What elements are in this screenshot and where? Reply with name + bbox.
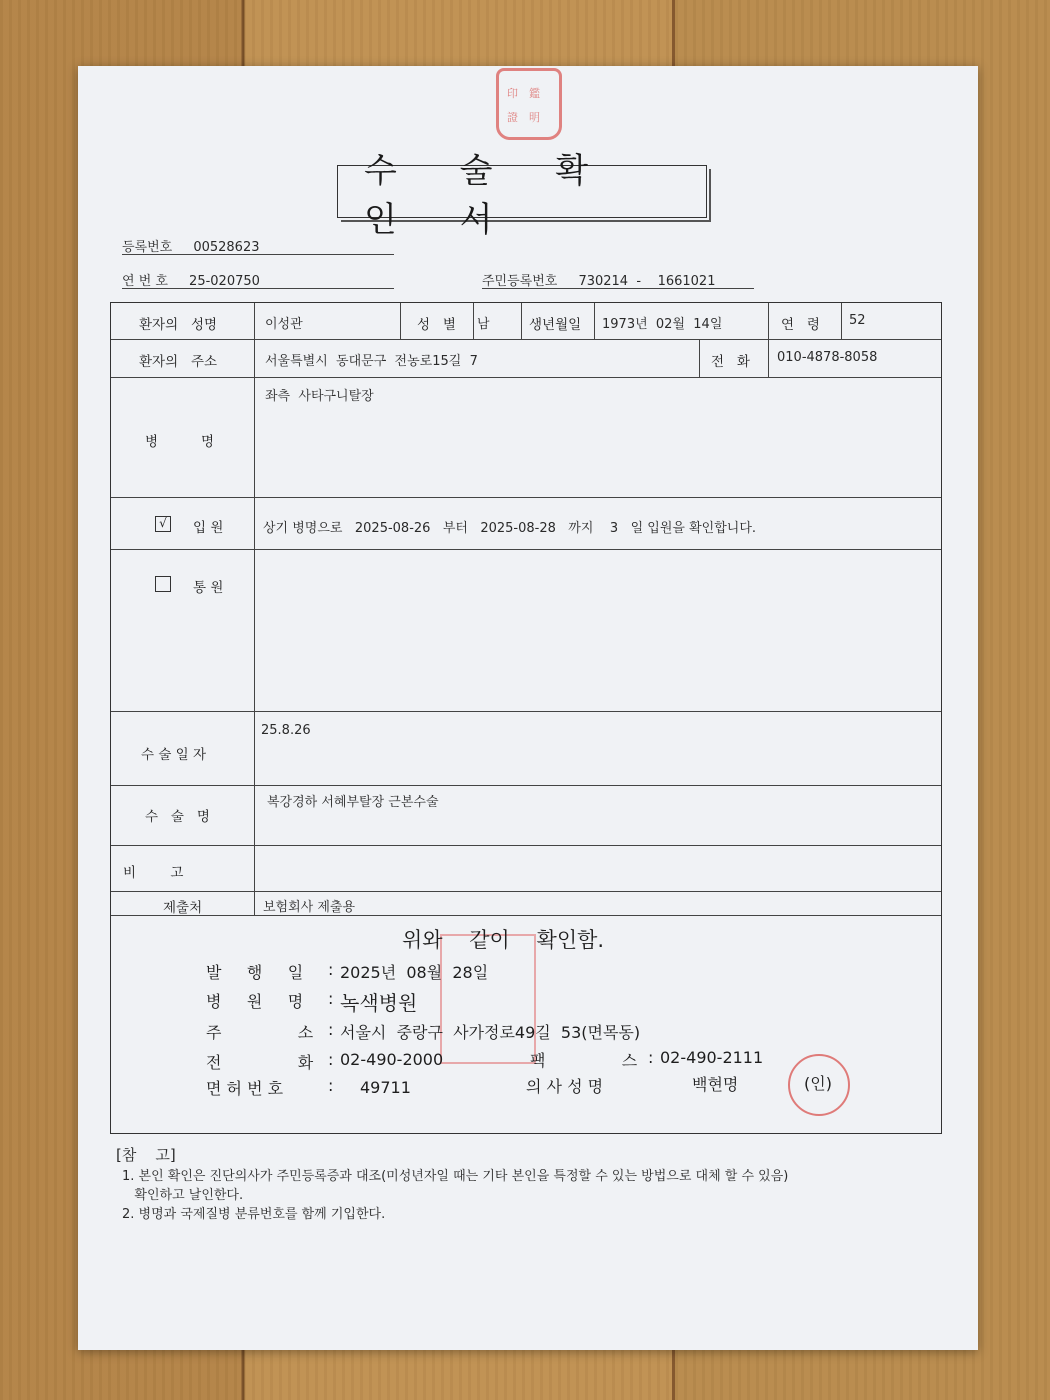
- doctor-name-label: 의 사 성 명: [526, 1077, 604, 1096]
- outpatient-label: 통 원: [193, 580, 224, 596]
- patient-phone: 010-4878-8058: [777, 350, 878, 365]
- license-label: 면 허 번 호: [206, 1079, 284, 1098]
- serial-no-line: [122, 270, 394, 289]
- hospital-fax-label: 팩 스: [530, 1051, 638, 1070]
- patient-age: 52: [849, 313, 866, 328]
- patient-name-label: 환자의 성명: [139, 317, 218, 333]
- patient-address: 서울특별시 동대문구 전농로15길 7: [265, 354, 478, 369]
- surgery-name-value: 복강경하 서혜부탈장 근본수술: [267, 795, 439, 810]
- diagnosis-label: 병 명: [145, 434, 214, 450]
- admission-label: 입 원: [193, 520, 224, 536]
- serial-no-value: 25-020750: [189, 274, 260, 289]
- reg-no-line: [122, 236, 394, 255]
- serial-no-label: 연 번 호: [122, 274, 168, 289]
- hospital-address-label: 주 소: [206, 1023, 314, 1042]
- diagnosis-value: 좌측 사타구니탈장: [265, 389, 374, 404]
- resident-no-label: 주민등록번호: [482, 274, 558, 289]
- surgery-name-label: 수 술 명: [145, 809, 210, 825]
- dob-label: 생년월일: [529, 317, 582, 333]
- confirmation-text: 위와 같이 확인함.: [402, 928, 605, 952]
- remarks-label: 비 고: [123, 865, 184, 881]
- hospital-name-label: 병 원 명: [206, 992, 304, 1011]
- issue-date-label: 발 행 일: [206, 963, 304, 982]
- submit-to-value: 보험회사 제출용: [263, 900, 356, 915]
- age-label: 연 령: [781, 317, 820, 333]
- sex-label: 성 별: [417, 317, 456, 333]
- hospital-phone-label: 전 화: [206, 1053, 314, 1072]
- patient-name: 이성관: [265, 317, 303, 332]
- note-item: 1. 본인 확인은 진단의사가 주민등록증과 대조(미성년자일 때는 기타 본인을 특정할 수 있는 방법으로 대체 할 수 있음): [122, 1169, 789, 1184]
- certificate-paper: 印 鑑 證 明 수 술 확 인 서 등록번호 00528623 연 번 호 25-020750 주민등록번호 730214 - 1661021 환자의 성명 이성관 성 별 남 생년월일 1973년 02월 14일 연 령 52 환자의 주소 서울특별시 동대문구 전농로15길 7 전 화 010-4878-8058 병 명 좌측 사타구니탈장 √ 입 원 상기 병명으로 2025-08-26 부터 2025-08-28 까지 3 일 입원을 확인합니다. 통 원 수 술 일 자 25.8.26 수 술 명 복강경하 서혜부탈장 근본수술 비 고 제출처 보험회사 제출용 위와 같이 확인함. 발 행 일 : 2025년 08월 28일 병 원 명 : 녹색병원 주 소 : 서울시 중랑구 사가정로49길 53(면목동) 전 화 : 02-490-2000 팩 스 : 02-490-2111 면 허 번 호 : 49711 의 사 성 명 백현명 (인) [참 고] 1. 본인 확인은 진단의사가 주민등록증과 대조(미성년자일 때는 기타 본인을 특정할 수 있는 방법으로 대체 할 수 있음) 확인하고 날인한다. 2. 병명과 국제질병 분류번호를 함께 기입한다.: [78, 66, 978, 1350]
- reg-no-label: 등록번호: [122, 240, 173, 255]
- note-item: 2. 병명과 국제질병 분류번호를 함께 기입한다.: [122, 1207, 386, 1222]
- phone-label: 전 화: [711, 354, 750, 370]
- issue-date-value: 2025년 08월 28일: [340, 963, 489, 982]
- hospital-address-value: 서울시 중랑구 사가정로49길 53(면목동): [340, 1023, 641, 1042]
- hospital-fax-value: 02-490-2111: [660, 1048, 764, 1067]
- document-title: 수 술 확 인 서: [337, 165, 707, 218]
- outpatient-checkbox[interactable]: [155, 576, 171, 592]
- admission-text: 상기 병명으로 2025-08-26 부터 2025-08-28 까지 3 일 입원을 확인합니다.: [263, 521, 757, 536]
- resident-no-value: 730214 - 1661021: [578, 274, 716, 289]
- doctor-name-value: 백현명: [692, 1075, 739, 1094]
- address-label: 환자의 주소: [139, 354, 218, 370]
- surgery-date-value: 25.8.26: [261, 723, 311, 738]
- license-value: 49711: [360, 1078, 411, 1097]
- notes-header: [참 고]: [116, 1146, 176, 1164]
- admission-checkbox[interactable]: [155, 516, 171, 532]
- resident-no-line: [482, 270, 754, 289]
- top-seal-stamp: 印 鑑 證 明: [496, 68, 562, 140]
- patient-sex: 남: [477, 317, 490, 332]
- checkmark-icon: √: [159, 516, 167, 530]
- note-item: 확인하고 날인한다.: [122, 1188, 244, 1203]
- patient-dob: 1973년 02월 14일: [602, 317, 723, 332]
- reg-no-value: 00528623: [193, 240, 260, 255]
- surgery-date-label: 수 술 일 자: [141, 747, 207, 763]
- seal-mark: (인): [804, 1074, 832, 1093]
- submit-to-label: 제출처: [163, 900, 203, 916]
- hospital-phone-value: 02-490-2000: [340, 1050, 444, 1069]
- hospital-name-value: 녹색병원: [340, 991, 418, 1015]
